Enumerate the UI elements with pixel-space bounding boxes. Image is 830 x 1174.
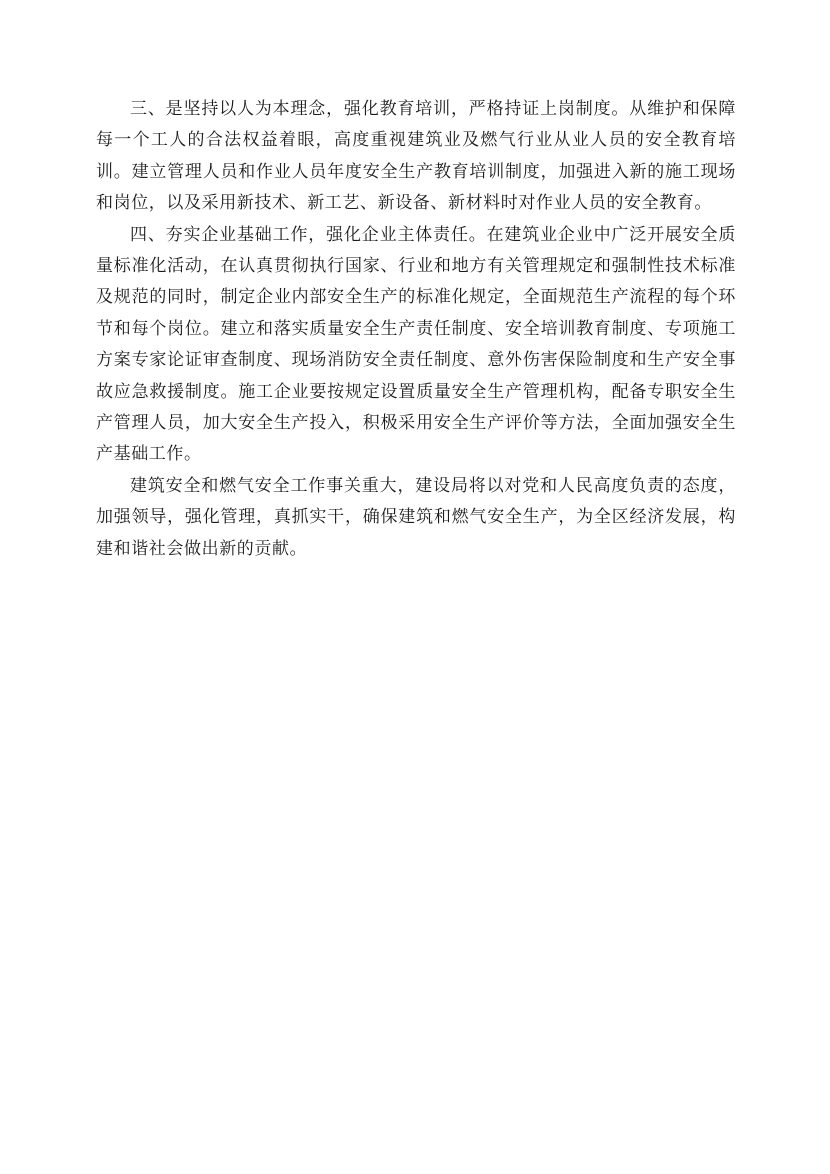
document-body: [96, 94, 736, 565]
paragraph-conclusion: 建筑安全和燃气安全工作事关重大，建设局将以对党和人民高度负责的态度，加强领导，强化管理，真抓实干，确保建筑和燃气安全生产，为全区经济发展，构建和谐社会做出新的贡献。: [96, 475, 736, 559]
paragraph-training: 三、是坚持以人为本理念，强化教育培训，严格持证上岗制度。从维护和保障每一个工人的合法权益着眼，高度重视建筑业及燃气行业从业人员的安全教育培训。建立管理人员和作业人员年度安全生产教育培训制度，加强进入新的施工现场和岗位，以及采用新技术、新工艺、新设备、新材料时对作业人员的安全教育。: [96, 99, 736, 214]
paragraph-enterprise-foundation: 四、夯实企业基础工作，强化企业主体责任。在建筑业企业中广泛开展安全质量标准化活动，在认真贯彻执行国家、行业和地方有关管理规定和强制性技术标准及规范的同时，制定企业内部安全生产的标准化规定，全面规范生产流程的每个环节和每个岗位。建立和落实质量安全生产责任制度、安全培训教育制度、专项施工方案专家论证审查制度、现场消防安全责任制度、意外伤害保险制度和生产安全事故应急救援制度。施工企业要按规定设置质量安全生产管理机构，配备专职安全生产管理人员，加大安全生产投入，积极采用安全生产评价等方法，全面加强安全生产基础工作。: [96, 224, 736, 465]
